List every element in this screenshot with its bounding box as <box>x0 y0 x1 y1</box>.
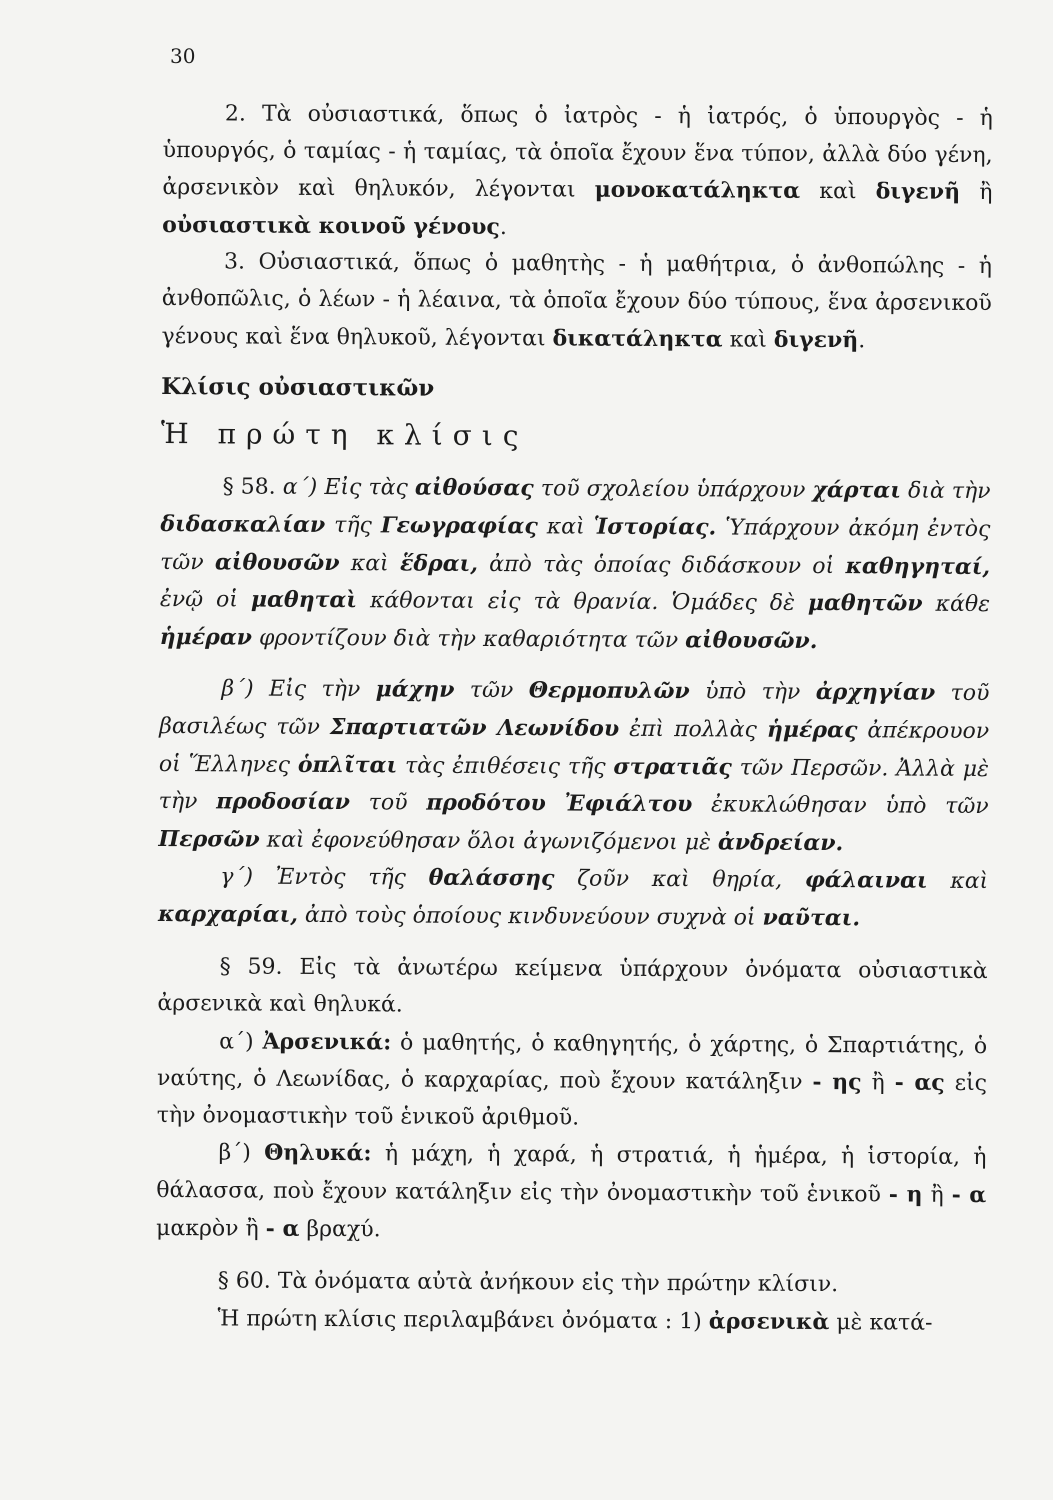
term-bold: - ας <box>894 1069 945 1097</box>
term-bold: Σπαρτιατῶν Λεωνίδου <box>329 713 620 742</box>
term-bold: αἰθουσῶν <box>214 548 340 576</box>
text-run: τῆς <box>325 512 381 539</box>
text-run: ἀπέκρουον οἱ Ἕλληνες <box>158 718 990 778</box>
term-bold: - α <box>951 1181 987 1209</box>
text-run: βραχύ. <box>299 1216 381 1242</box>
term-bold: Περσῶν <box>158 825 260 853</box>
term-bold: αἰθουσῶν. <box>685 626 818 654</box>
text-run: εἰς τὴν ὀνομαστικὴν τοῦ ἑνικοῦ ἀριθμοῦ. <box>156 1071 988 1131</box>
paragraph-58a <box>160 468 991 661</box>
text-run: Ἡ πρώτη κλίσις περιλαμβάνει ὀνόματα : 1) <box>217 1306 709 1335</box>
term-bold: διδασκαλίαν <box>160 510 326 538</box>
term-bold: ἡμέρας <box>766 716 858 744</box>
paragraph-58b <box>158 670 989 863</box>
term-bold: δικατάληκτα <box>552 324 723 352</box>
text-run: . <box>499 214 507 240</box>
section-number: § 59. <box>219 954 283 981</box>
text-run: τὰς ἐπιθέσεις τῆς <box>397 752 614 780</box>
term-bold: αἰθούσας <box>414 474 534 502</box>
text-run: Ὑπάρχουν ἀκόμη ἐντὸς τῶν <box>160 515 991 575</box>
term-bold: στρατιᾶς <box>613 753 732 780</box>
text-run: γ΄) Ἐντὸς τῆς <box>220 864 429 891</box>
text-run: α΄) Εἰς τὰς <box>275 475 416 501</box>
text-run: μακρὸν ἢ <box>156 1215 266 1242</box>
term-bold: ἀνδρείαν. <box>717 829 844 856</box>
text-run: α΄) <box>219 1029 263 1055</box>
term-bold: καρχαρίαι, <box>157 900 299 928</box>
term-bold: ἀρσενικὰ <box>708 1308 830 1335</box>
text-run: ἡ μάχη, ἡ χαρά, ἡ στρατιά, ἡ ἡμέρα, ἡ ἱστορία, ἡ θάλασσα, ποὺ ἔχουν κατάληξιν εἰς τὴν ὀνομαστικὴν τοῦ ἑνικοῦ <box>156 1141 987 1208</box>
text-run: τῶν <box>454 678 529 704</box>
term-bold: οὐσιαστικὰ κοινοῦ γένους <box>162 211 500 240</box>
term-bold: χάρται <box>812 477 901 504</box>
text-run: κάθε <box>922 591 991 618</box>
term-bold: ὁπλῖται <box>297 751 398 778</box>
term-bold: μαθητῶν <box>807 590 923 617</box>
text-run: καὶ <box>339 550 401 576</box>
term-bold: - α <box>265 1215 300 1242</box>
term-bold: διγενῆ <box>875 178 961 206</box>
paragraph-58c <box>158 858 988 938</box>
term-bold: - η <box>888 1181 923 1208</box>
text-run: ὁ μαθητής, ὁ καθηγητής, ὁ χάρτης, ὁ Σπαρτιάτης, ὁ ναύτης, ὁ Λεωνίδας, ὁ καρχαρίας, ποὺ ἔχουν κατάληξιν <box>156 1030 988 1096</box>
term-bold: μονοκατάληκτα <box>594 176 801 205</box>
text-run <box>546 791 565 816</box>
term-bold: διγενῆ <box>773 326 859 353</box>
term-bold: Θηλυκά: <box>264 1140 372 1167</box>
text-run: 2. Τὰ οὐσιαστικά, ὅπως ὁ ἰατρὸς - ἡ ἰατρός, ὁ ὑπουργὸς - ἡ ὑπουργός, ὁ ταμίας - ἡ ταμίας, τὰ ὁποῖα ἔχουν ἕνα τύπον, ἀλλὰ δύο γένη, ἀρσενικὸν καὶ θηλυκόν, λέγονται <box>162 101 993 203</box>
term-bold: - ης <box>812 1069 862 1096</box>
term-bold: καθηγηταί, <box>845 552 991 580</box>
paragraph-60 <box>156 1263 986 1305</box>
text-run: ἀπὸ τοὺς ὁποίους κινδυνεύουν συχνὰ οἱ <box>297 902 763 931</box>
term-bold: ἕδραι, <box>399 549 478 577</box>
text-run: μὲ κατά- <box>829 1309 933 1336</box>
text-run: β΄) <box>218 1140 265 1167</box>
text-run: καὶ <box>537 514 594 540</box>
text-run: ζοῦν καὶ θηρία, <box>554 866 805 894</box>
paragraph-59 <box>157 949 987 1027</box>
paragraph-59a <box>157 1023 988 1140</box>
term-bold: θαλάσσης <box>428 864 555 892</box>
text-run: ἀπὸ τὰς ὁποίας διδάσκουν οἱ <box>477 551 846 579</box>
term-bold: Ἀρσενικά: <box>262 1028 392 1056</box>
text-run: Εἰς τὰ ἀνωτέρω κείμενα ὑπάρχουν ὀνόματα οὐσιαστικὰ ἀρσενικὰ καὶ θηλυκά. <box>157 955 988 1018</box>
text-run: Τὰ ὀνόματα αὐτὰ ἀνήκουν εἰς τὴν πρώτην κλίσιν. <box>270 1268 839 1298</box>
text-run: ὑπὸ τὴν <box>689 679 816 706</box>
text-run: ἢ <box>960 180 993 206</box>
section-heading: Κλίσις οὐσιαστικῶν <box>161 373 435 402</box>
text-run: κάθονται εἰς τὰ θρανία. Ὁμάδες δὲ <box>356 588 808 617</box>
term-bold: Ἐφιάλτου <box>564 790 693 818</box>
text-body <box>155 96 993 1342</box>
text-run: ἐπὶ πολλὰς <box>619 716 768 743</box>
text-run: ἢ <box>861 1070 895 1096</box>
page-number: 30 <box>170 44 196 68</box>
paragraph-2 <box>162 96 993 249</box>
text-run: ἐνῷ οἱ <box>159 587 251 613</box>
text-run: τῶν Περσῶν. Ἀλλὰ μὲ τὴν <box>158 754 989 815</box>
term-bold: ἡμέραν <box>159 623 253 651</box>
term-bold: μαθηταὶ <box>250 586 358 614</box>
text-run: τοῦ σχολείου ὑπάρχουν <box>533 476 813 504</box>
section-number: § 58. <box>222 474 276 501</box>
section-number: § 60. <box>217 1268 271 1294</box>
text-run: τοῦ βασιλέως τῶν <box>159 681 990 740</box>
term-bold: ναῦται. <box>762 904 861 932</box>
term-bold: φάλαιναι <box>804 867 928 894</box>
term-bold: προδοσίαν <box>216 788 351 816</box>
section-subheading: Ἡ πρώτη κλίσις <box>160 416 529 452</box>
text-run: καὶ <box>927 868 989 895</box>
text-run: καὶ <box>722 326 774 353</box>
term-bold: Θερμοπυλῶν <box>528 677 690 705</box>
text-run: καὶ <box>800 179 876 205</box>
text-run: τοῦ <box>349 790 427 816</box>
term-bold: Γεωγραφίας <box>380 512 538 540</box>
paragraph-59b <box>156 1134 987 1252</box>
text-run: 3. Οὐσιαστικά, ὅπως ὁ μαθητὴς - ἡ μαθήτρια, ὁ ἀνθοπώλης - ἡ ἀνθοπῶλις, ὁ λέων - ἡ λέαινα, τὰ ὁποῖα ἔχουν δύο τύπους, ἕνα ἀρσενικοῦ γένους καὶ ἕνα θηλυκοῦ, λέγονται <box>161 249 993 351</box>
text-run: . <box>858 327 866 353</box>
text-run: φροντίζουν διὰ τὴν καθαριότητα τῶν <box>251 625 686 653</box>
term-bold: μάχην <box>375 676 455 704</box>
paragraph-60-cont <box>155 1300 985 1343</box>
term-bold: Ἱστορίας. <box>593 513 717 541</box>
text-run: β΄) Εἰς τὴν <box>221 676 376 703</box>
text-run: καὶ ἐφονεύθησαν ὅλοι ἀγωνιζόμενοι μὲ <box>259 827 718 856</box>
text-run: διὰ τὴν <box>900 478 991 505</box>
text-run: ἐκυκλώθησαν ὑπὸ τῶν <box>692 792 989 820</box>
paragraph-3 <box>161 244 992 360</box>
text-run: ἢ <box>922 1182 952 1208</box>
term-bold: ἀρχηγίαν <box>815 679 936 707</box>
term-bold: προδότου <box>426 789 546 817</box>
